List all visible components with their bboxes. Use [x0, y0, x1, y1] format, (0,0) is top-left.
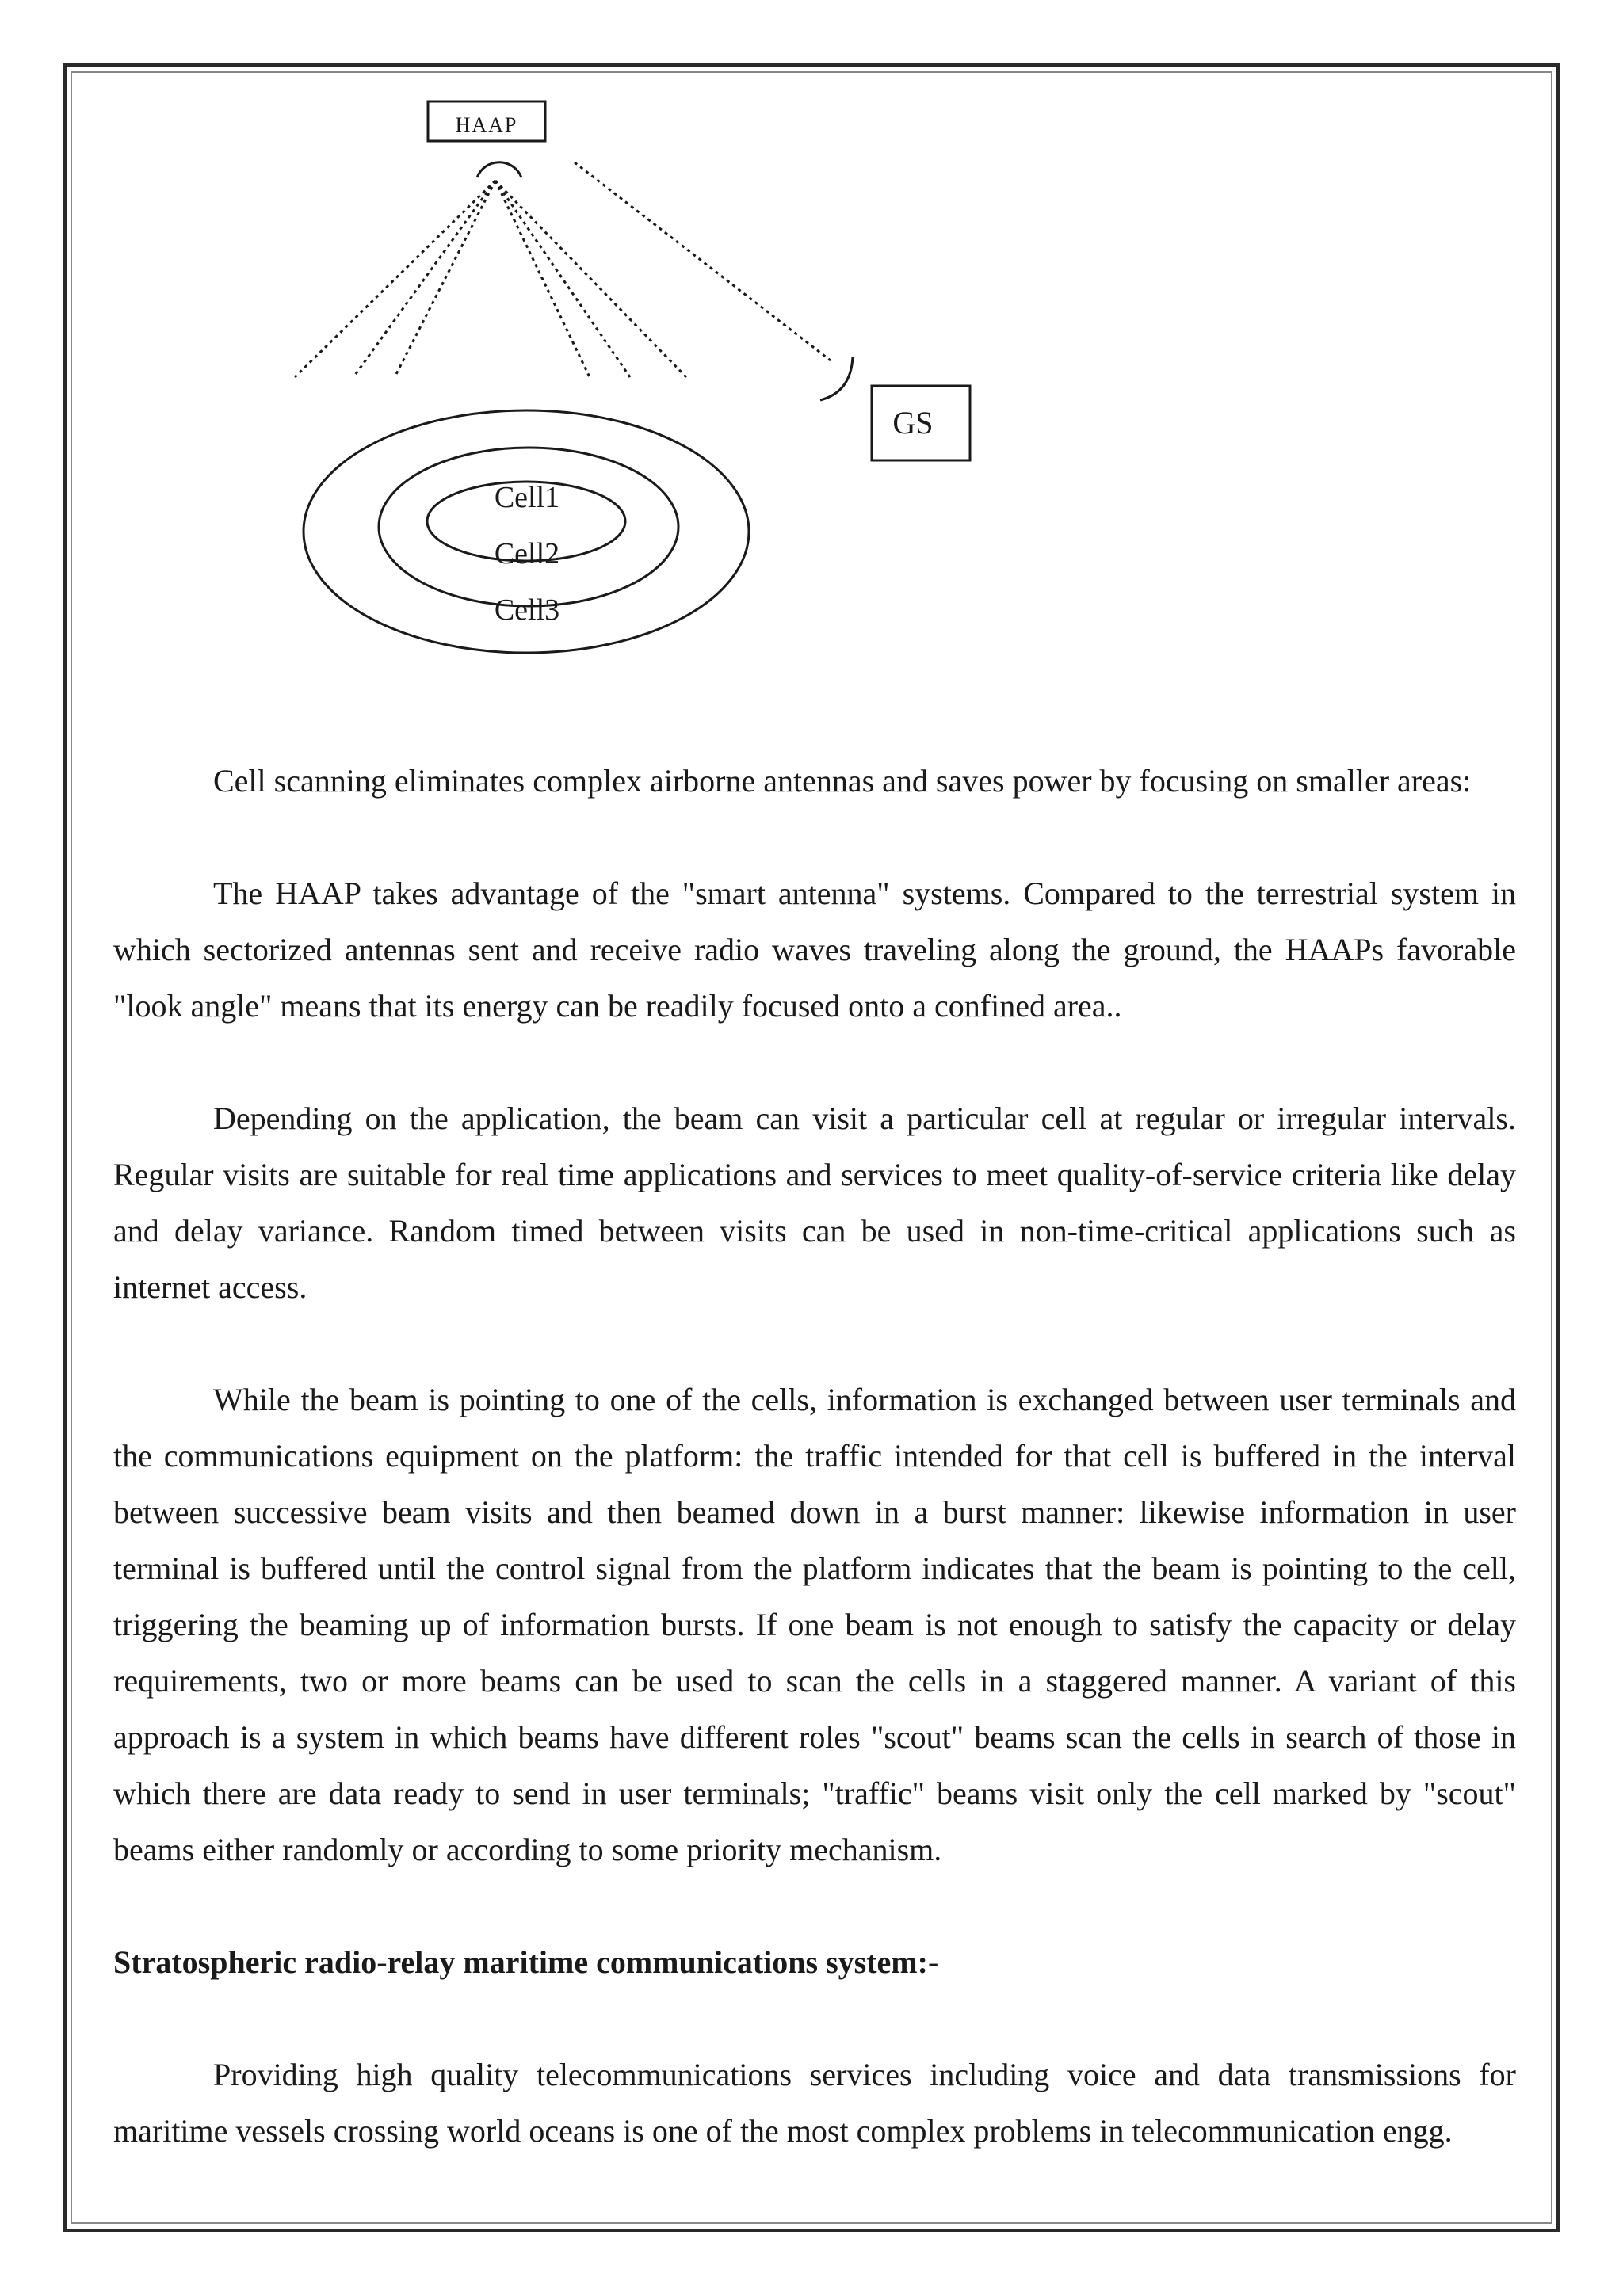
haap-label: HAAP	[455, 113, 518, 136]
cell2-ellipse	[379, 448, 678, 606]
beam-line	[295, 181, 495, 377]
paragraph: The HAAP takes advantage of the "smart antenna" systems. Compared to the terrestrial system in which sectorized antennas sent and receive radio waves traveling along the ground, the HAAPs favorable "look angle" means that its energy can be readily focused onto a confined area..	[113, 875, 1516, 1024]
haap-cell-scanning-diagram	[0, 0, 1623, 713]
haap-antenna-icon	[477, 162, 521, 177]
paragraph: Cell scanning eliminates complex airborne antennas and saves power by focusing on smaller areas:	[213, 763, 1472, 799]
ground-station-label: GS	[892, 405, 934, 441]
paragraph: Providing high quality telecommunications services including voice and data transmissions for maritime vessels crossing world oceans is one of the most complex problems in telecommunication engg.	[113, 2057, 1516, 2149]
beam-line	[495, 181, 630, 377]
beam-line	[353, 181, 495, 377]
beam-line	[495, 181, 590, 377]
beam-lines	[295, 162, 831, 377]
paragraph: Depending on the application, the beam can visit a particular cell at regular or irregular intervals. Regular visits are suitable for real time applications and services to meet quality-of-service criteria like delay and delay variance. Random timed between visits can be used in non-time-critical applications such as internet access.	[113, 1100, 1516, 1305]
section-heading: Stratospheric radio-relay maritime communications system:-	[113, 1944, 939, 1980]
paragraph: While the beam is pointing to one of the cells, information is exchanged between user terminals and the communications equipment on the platform: the traffic intended for that cell is buffered in the interval between successive beam visits and then beamed down in a burst manner: likewise information in user terminal is buffered until the control signal from the platform indicates that the beam is pointing to the cell, triggering the beaming up of information bursts. If one beam is not enough to satisfy the capacity or delay requirements, two or more beams can be used to scan the cells in a staggered manner. A variant of this approach is a system in which beams have different roles "scout" beams scan the cells in search of those in which there are data ready to send in user terminals; "traffic" beams visit only the cell marked by "scout" beams either randomly or according to some priority mechanism.	[113, 1382, 1516, 1867]
beam-line	[395, 181, 495, 377]
beam-line	[495, 181, 686, 377]
ground-station-antenna-icon	[820, 357, 853, 400]
feeder-link-line	[575, 162, 831, 360]
cell3-label: Cell3	[494, 593, 560, 627]
cell2-label: Cell2	[494, 537, 560, 570]
cell1-label: Cell1	[494, 481, 560, 514]
body-text	[113, 753, 1516, 2159]
